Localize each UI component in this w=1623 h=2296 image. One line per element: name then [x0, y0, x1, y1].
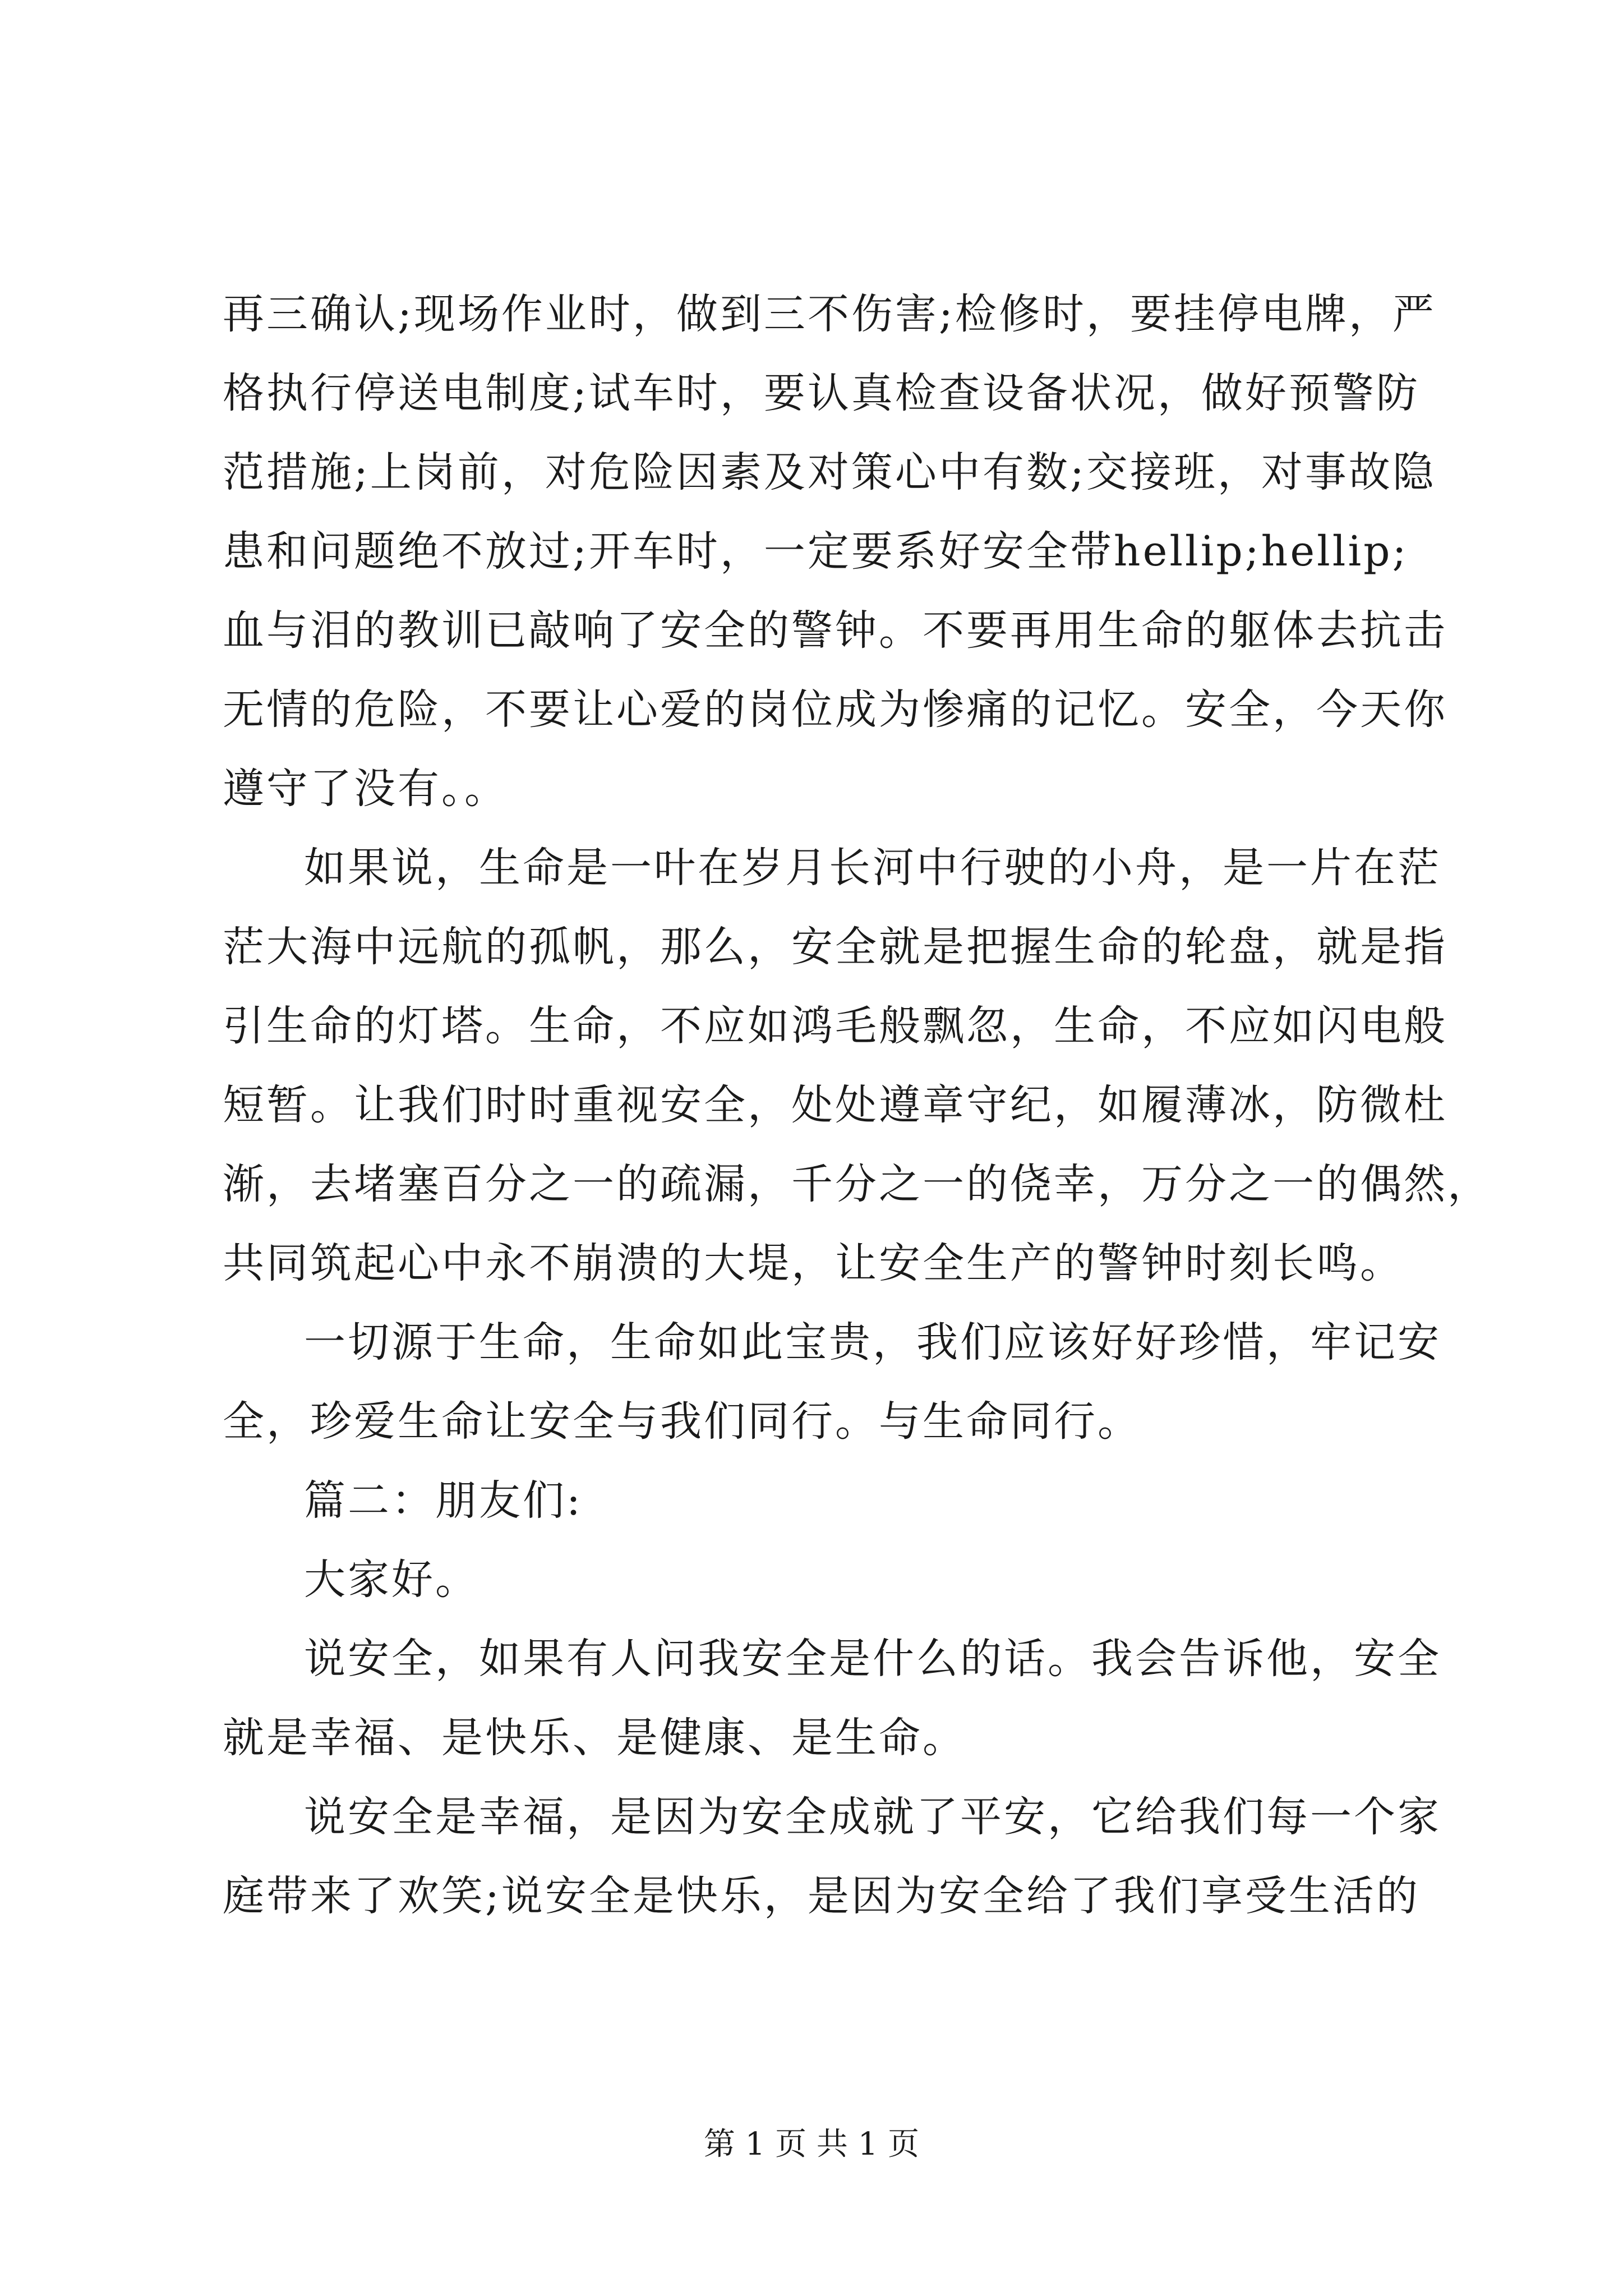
text-line: 短暂。让我们时时重视安全，处处遵章守纪，如履薄冰，防微杜: [223, 1081, 1447, 1129]
text-line: 遵守了没有。。: [223, 765, 508, 813]
paragraph-first-line: 说安全，如果有人问我安全是什么的话。我会告诉他，安全: [304, 1635, 1441, 1683]
paragraph-first-line: 说安全是幸福，是因为安全成就了平安，它给我们每一个家: [304, 1793, 1441, 1841]
greeting-line: 大家好。: [304, 1556, 479, 1604]
text-line: 再三确认;现场作业时，做到三不伤害;检修时，要挂停电牌，严: [223, 290, 1436, 338]
page-number-label: 第 1 页 共 1 页: [703, 2126, 920, 2162]
text-line: 患和问题绝不放过;开车时，一定要系好安全带hellip;hellip;: [223, 527, 1409, 576]
page-footer: [0, 2119, 1623, 2164]
text-line: 就是幸福、是快乐、是健康、是生命。: [223, 1714, 966, 1762]
text-line: 共同筑起心中永不崩溃的大堤，让安全生产的警钟时刻长鸣。: [223, 1239, 1404, 1287]
paragraph-first-line: 一切源于生命，生命如此宝贵，我们应该好好珍惜，牢记安: [304, 1318, 1441, 1366]
text-line: 庭带来了欢笑;说安全是快乐，是因为安全给了我们享受生活的: [223, 1872, 1420, 1920]
text-line: 引生命的灯塔。生命，不应如鸿毛般飘忽，生命，不应如闪电般: [223, 1002, 1447, 1050]
section-heading: 篇二：朋友们:: [304, 1476, 583, 1525]
text-line: 血与泪的教训已敲响了安全的警钟。不要再用生命的躯体去抗击: [223, 606, 1447, 655]
text-line: 范措施;上岗前，对危险因素及对策心中有数;交接班，对事故隐: [223, 448, 1436, 496]
text-line: 茫大海中远航的孤帆，那么，安全就是把握生命的轮盘，就是指: [223, 923, 1447, 971]
text-line: 全，珍爱生命让安全与我们同行。与生命同行。: [223, 1397, 1141, 1446]
text-line: 格执行停送电制度;试车时，要认真检查设备状况，做好预警防: [223, 369, 1420, 417]
text-line: 无情的危险，不要让心爱的岗位成为惨痛的记忆。安全，今天你: [223, 685, 1447, 734]
paragraph-first-line: 如果说，生命是一叶在岁月长河中行驶的小舟，是一片在茫: [304, 844, 1441, 892]
text-line: 渐，去堵塞百分之一的疏漏，千分之一的侥幸，万分之一的偶然，: [223, 1160, 1491, 1208]
